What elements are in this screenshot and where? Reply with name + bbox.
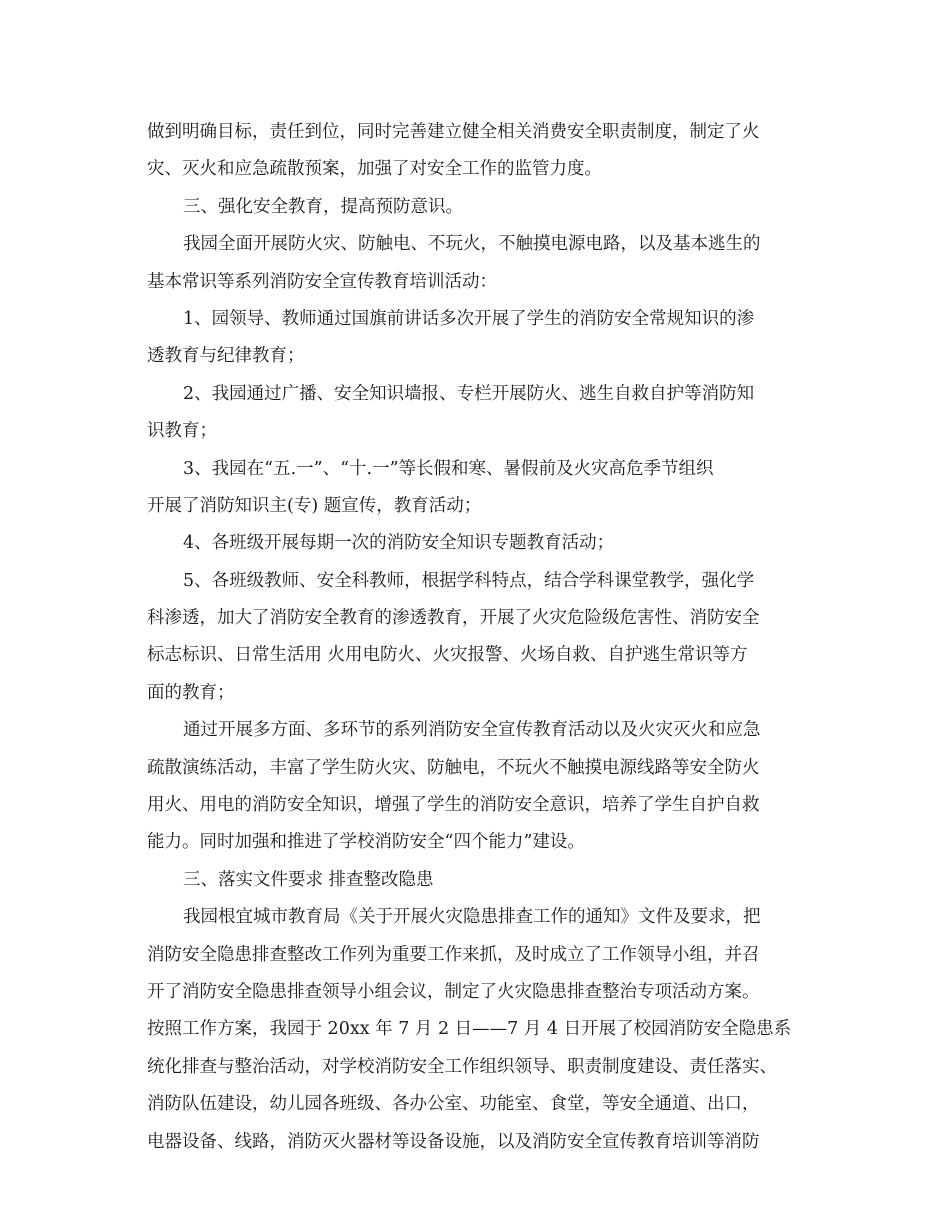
text-line: 科渗透，加大了消防安全教育的渗透教育，开展了火灾危险级危害性、消防安全 bbox=[147, 608, 760, 629]
text-line: 通过开展多方面、多环节的系列消防安全宣传教育活动以及火灾灭火和应急 bbox=[183, 720, 761, 741]
text-line: 标志标识、日常生活用 火用电防火、火灾报警、火场自救、自护逃生常识等方 bbox=[147, 645, 748, 666]
text-line: 统化排查与整治活动，对学校消防安全工作组织领导、职责制度建设、责任落实、 bbox=[147, 1056, 777, 1077]
list-item: 1、园领导、教师通过国旗前讲话多次开展了学生的消防安全常规知识的渗 bbox=[183, 308, 755, 329]
text-line: 电器设备、线路，消防灭火器材等设备设施，以及消防安全宣传教育培训等消防 bbox=[147, 1131, 760, 1152]
text-line: 我园根宜城市教育局《关于开展火灾隐患排查工作的通知》文件及要求，把 bbox=[183, 907, 761, 928]
text-line: 能力。同时加强和推进了学校消防安全“四个能力”建设。 bbox=[147, 832, 585, 853]
text-line: 疏散演练活动，丰富了学生防火灾、防触电，不玩火不触摸电源线路等安全防火 bbox=[147, 757, 760, 778]
text-line: 开展了消防知识主(专) 题宣传，教育活动； bbox=[147, 495, 482, 516]
section-heading: 三、强化安全教育，提高预防意识。 bbox=[183, 196, 463, 217]
list-item: 3、我园在“五.一”、“十.一”等长假和寒、暑假前及火灾高危季节组织 bbox=[183, 458, 714, 479]
text-line: 开了消防安全隐患排查领导小组会议，制定了火灾隐患排查整治专项活动方案。 bbox=[147, 981, 760, 1002]
text-line: 我园全面开展防火灾、防触电、不玩火，不触摸电源电路，以及基本逃生的 bbox=[183, 234, 761, 255]
text-line: 按照工作方案，我园于 20xx 年 7 月 2 日——7 月 4 日开展了校园消防安全隐患系 bbox=[147, 1019, 792, 1040]
text-line: 面的教育； bbox=[147, 682, 235, 703]
text-line: 识教育； bbox=[147, 421, 217, 442]
list-item: 5、各班级教师、安全科教师，根据学科特点，结合学科课堂教学，强化学 bbox=[183, 570, 755, 591]
list-item: 2、我园通过广播、安全知识墙报、专栏开展防火、逃生自救自护等消防知 bbox=[183, 383, 755, 404]
list-item: 4、各班级开展每期一次的消防安全知识专题教育活动； bbox=[183, 533, 615, 554]
document-body bbox=[147, 114, 807, 1161]
text-line: 灾、灭火和应急疏散预案，加强了对安全工作的监管力度。 bbox=[147, 159, 602, 180]
text-line: 消防队伍建设，幼儿园各班级、各办公室、功能室、食堂，等安全通道、出口， bbox=[147, 1094, 760, 1115]
text-line: 消防安全隐患排查整改工作列为重要工作来抓，及时成立了工作领导小组，并召 bbox=[147, 944, 760, 965]
section-heading: 三、落实文件要求 排查整改隐患 bbox=[183, 869, 434, 890]
text-line: 基本常识等系列消防安全宣传教育培训活动： bbox=[147, 271, 497, 292]
text-line: 用火、用电的消防安全知识，增强了学生的消防安全意识，培养了学生自护自救 bbox=[147, 795, 760, 816]
text-line: 透教育与纪律教育； bbox=[147, 346, 305, 367]
text-line: 做到明确目标，责任到位，同时完善建立健全相关消费安全职责制度，制定了火 bbox=[147, 122, 760, 142]
